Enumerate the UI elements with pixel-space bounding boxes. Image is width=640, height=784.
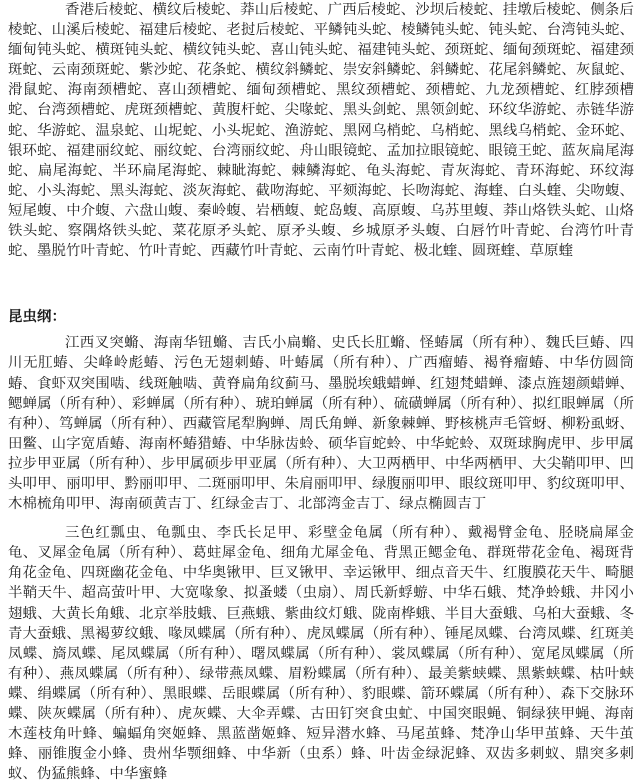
insect-species-paragraph-2: 三色红瓢虫、龟瓢虫、李氏长足甲、彩壁金龟属（所有种）、戴褐臂金龟、胫晓扁犀金龟、叉犀金龟属（所有种）、葛蛀犀金龟、细角尤犀金龟、背黑正鳃金龟、群斑带花金龟、褐斑背角花金龟、四斑幽花金龟、中华奥锹甲、巨叉锹甲、幸运锹甲、细点音天牛、红腹膜花天牛、畸腿半鞘天牛、超高萤叶甲、大宽喙象、拟蚤蝼（虫扇）、周氏新蜉蝣、中华石蛾、梵净蛉蛾、井冈小翅蛾、大黄长角蛾、北京举肢蛾、巨燕蛾、紫曲纹灯蛾、陇南桦蛾、半目大蚕蛾、乌桕大蚕蛾、冬青大蚕蛾、黑褐萝纹蛾、喙凤蝶属（所有种）、虎凤蝶属（所有种）、锤尾凤蝶、台湾凤蝶、红斑美凤蝶、旖凤蝶、尾凤蝶属（所有种）、曙凤蝶属（所有种）、裳凤蝶属（所有种）、宽尾凤蝶属（所有种）、燕凤蝶属（所有种）、绿带燕凤蝶、眉粉蝶属（所有种）、最美紫蛱蝶、黑紫蛱蝶、枯叶蛱蝶、绢蝶属（所有种）、黑眼蝶、岳眼蝶属（所有种）、豹眼蝶、箭环蝶属（所有种）、森下交脉环蝶、陕灰蝶属（所有种）、虎灰蝶、大伞弄蝶、古田钉突食虫虻、中国突眼蝇、铜绿狭甲蝇、海南木莲枝角叶蜂、蝙蝠角突姬蜂、黑蓝凿姬蜂、短异潜水蜂、马尾茧蜂、梵净山华甲茧蜂、天牛茧蜂、丽锥腹金小蜂、贵州华颚细蜂、中华新（虫系）蜂、叶齿金绿泥蜂、双齿多刺蚁、鼎突多刺蚁、伪猛熊蜂、中华蜜蜂 xyxy=(8,525,634,783)
insect-species-paragraph-1: 江西叉突䗛、海南华钮䗛、吉氏小扁䗛、史氏长肛䗛、怪蝽属（所有种）、魏氏巨蝽、四川无肛蝽、尖峰岭彪蝽、污色无翅刺蝽、叶蝽属（所有种）、广西瘤蝽、褐脊瘤蝽、中华仿圆筒蝽、食虾双突围啮、线斑触啮、黄脊扁角纹蓟马、墨脱埃蛾蜡蝉、红翅梵蜡蝉、漆点旌翅颜蜡蝉、鳃蝉属（所有种）、彩蝉属（所有种）、琥珀蝉属（所有种）、硫磺蝉属（所有种）、拟红眼蝉属（所有种）、笃蝉属（所有种）、西藏管尾犁胸蝉、周氏角蝉、新象棘蝉、野核桃声毛管蚜、柳粉虱蚜、田鳖、山字宽盾蝽、海南杯蝽猎蝽、中华脉齿蛉、硕华盲蛇蛉、中华蛇蛉、双斑球胸虎甲、步甲属拉步甲亚属（所有种）、步甲属硕步甲亚属（所有种）、大卫两栖甲、中华两栖甲、大尖鞘叩甲、凹头叩甲、丽叩甲、黔丽叩甲、二斑丽叩甲、朱肩丽叩甲、绿腹丽叩甲、眼纹斑叩甲、豹纹斑叩甲、木棉梳角叩甲、海南硕黄吉丁、红绿金吉丁、北部湾金吉丁、绿点椭圆吉丁 xyxy=(8,335,634,513)
snake-species-paragraph: 香港后棱蛇、横纹后棱蛇、莽山后棱蛇、广西后棱蛇、沙坝后棱蛇、挂墩后棱蛇、侧条后棱蛇、山溪后棱蛇、福建后棱蛇、老挝后棱蛇、平鳞钝头蛇、棱鳞钝头蛇、钝头蛇、台湾钝头蛇、缅甸钝头蛇、横斑钝头蛇、横纹钝头蛇、喜山钝头蛇、福建钝头蛇、颈斑蛇、缅甸颈斑蛇、福建颈斑蛇、云南颈斑蛇、紫沙蛇、花条蛇、横纹斜鳞蛇、崇安斜鳞蛇、斜鳞蛇、花尾斜鳞蛇、灰鼠蛇、滑鼠蛇、海南颈槽蛇、喜山颈槽蛇、缅甸颈槽蛇、黑纹颈槽蛇、颈槽蛇、九龙颈槽蛇、红脖颈槽蛇、台湾颈槽蛇、虎斑颈槽蛇、黄腹杆蛇、尖喙蛇、黑头剑蛇、黑领剑蛇、环纹华游蛇、赤链华游蛇、华游蛇、温泉蛇、山坭蛇、小头坭蛇、渔游蛇、黑网乌梢蛇、乌梢蛇、黑线乌梢蛇、金环蛇、银环蛇、福建丽纹蛇、丽纹蛇、台湾丽纹蛇、舟山眼镜蛇、孟加拉眼镜蛇、眼镜王蛇、蓝灰扁尾海蛇、扁尾海蛇、半环扁尾海蛇、棘眦海蛇、棘鳞海蛇、龟头海蛇、青灰海蛇、青环海蛇、环纹海蛇、小头海蛇、黑头海蛇、淡灰海蛇、截吻海蛇、平颏海蛇、长吻海蛇、海蝰、白头蝰、尖吻蝮、短尾蝮、中介蝮、六盘山蝮、秦岭蝮、岩栖蝮、蛇岛蝮、高原蝮、乌苏里蝮、莽山烙铁头蛇、山烙铁头蛇、察隅烙铁头蛇、菜花原矛头蛇、原矛头蝮、乡城原矛头蝮、白唇竹叶青蛇、台湾竹叶青蛇、墨脱竹叶青蛇、竹叶青蛇、西藏竹叶青蛇、云南竹叶青蛇、极北蝰、圆斑蝰、草原蝰 xyxy=(8,2,634,260)
insecta-heading: 昆虫纲： xyxy=(8,309,66,326)
